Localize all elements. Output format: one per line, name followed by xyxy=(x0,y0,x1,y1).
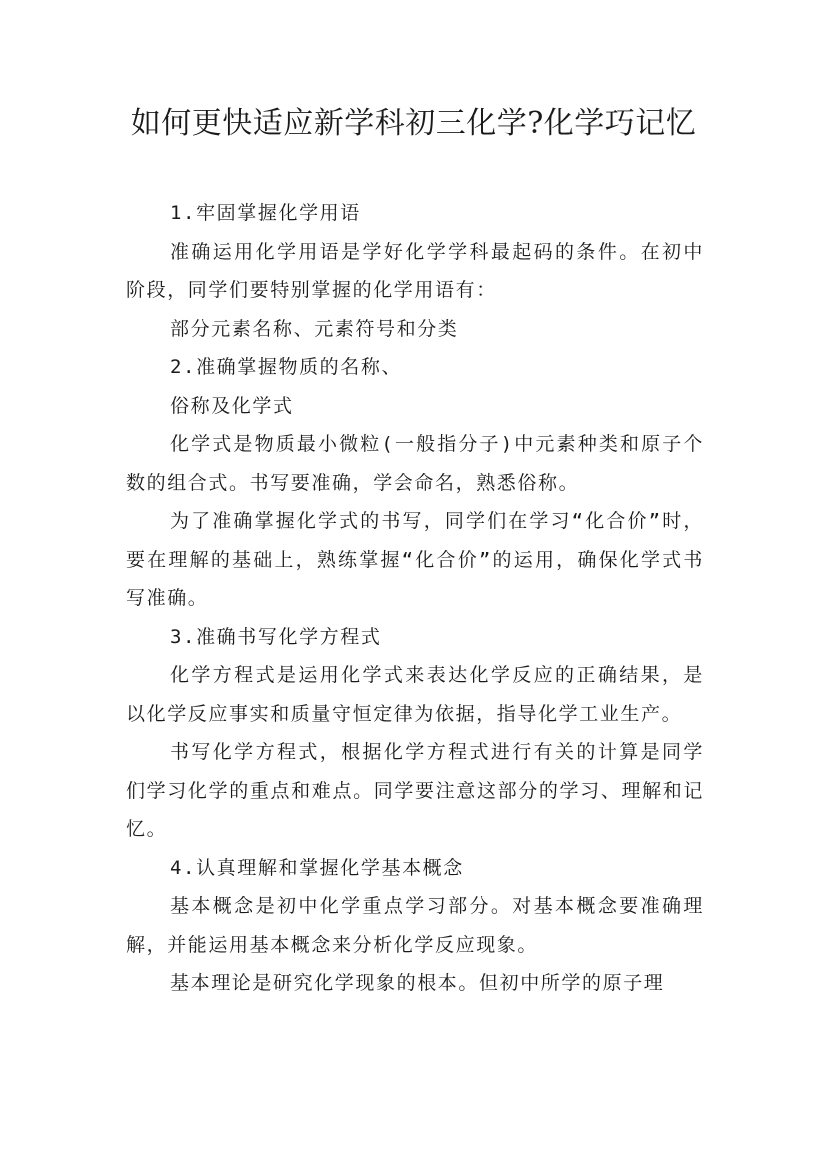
paragraph: 基本概念是初中化学重点学习部分。对基本概念要准确理解，并能运用基本概念来分析化学反应现象。 xyxy=(126,895,704,956)
paragraph: 部分元素名称、元素符号和分类 xyxy=(170,317,459,340)
paragraph: 俗称及化学式 xyxy=(170,394,294,417)
paragraph: 准确运用化学用语是学好化学学科最起码的条件。在初中阶段，同学们要特别掌握的化学用语有： xyxy=(126,240,704,301)
paragraph: 基本理论是研究化学现象的根本。但初中所学的原子理 xyxy=(170,972,665,994)
heading-2-substance-names: 2.准确掌握物质的名称、 xyxy=(170,356,403,378)
paragraph: 化学式是物质最小微粒(一般指分子)中元素种类和原子个数的组合式。书写要准确，学会命名，熟悉俗称。 xyxy=(126,433,704,494)
paragraph: 化学方程式是运用化学式来表达化学反应的正确结果，是以化学反应事实和质量守恒定律为依据，指导化学工业生产。 xyxy=(126,664,704,725)
document-title: 如何更快适应新学科初三化学?化学巧记忆 xyxy=(130,106,697,141)
heading-4-basic-concepts: 4.认真理解和掌握化学基本概念 xyxy=(170,856,464,879)
paragraph: 书写化学方程式，根据化学方程式进行有关的计算是同学们学习化学的重点和难点。同学要注意这部分的学习、理解和记忆。 xyxy=(126,741,704,840)
document-body xyxy=(126,194,704,1003)
heading-3-chemical-equations: 3.准确书写化学方程式 xyxy=(170,625,382,648)
heading-1-chemical-terms: 1.牢固掌握化学用语 xyxy=(170,202,361,224)
paragraph: 为了准确掌握化学式的书写，同学们在学习“化合价”时，要在理解的基础上，熟练掌握“化合价”的运用，确保化学式书写准确。 xyxy=(126,510,704,609)
